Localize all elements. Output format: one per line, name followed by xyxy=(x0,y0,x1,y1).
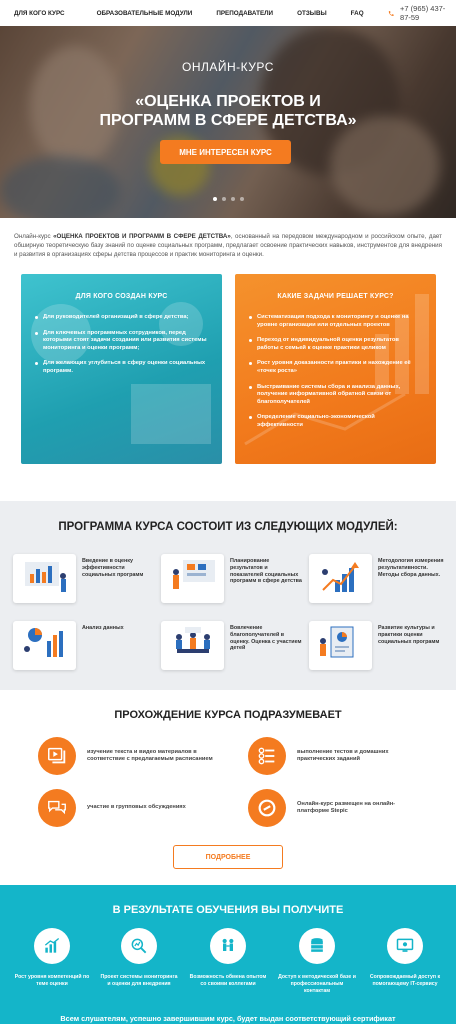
course-intro xyxy=(0,218,456,259)
module-illustration xyxy=(161,621,224,670)
process-label: участие в групповых обсуждениях xyxy=(87,804,186,811)
checklist-glyph xyxy=(256,745,278,767)
checklist-icon xyxy=(248,737,286,775)
audience-item: Для руководителей организаций в сфере детства; xyxy=(37,314,208,322)
discussion-icon xyxy=(38,789,76,827)
presentation-chart-icon xyxy=(13,554,76,603)
growth-bars-glyph xyxy=(42,936,62,956)
task-item: Определение социально-экономической эффективности xyxy=(251,414,422,429)
tasks-title: КАКИЕ ЗАДАЧИ РЕШАЕТ КУРС? xyxy=(277,293,394,300)
module-label: Развитие культуры и практики оценки социальных программ xyxy=(378,625,440,645)
video-materials-glyph xyxy=(46,745,68,767)
module-card[interactable] xyxy=(161,621,301,673)
database-glyph xyxy=(307,936,327,956)
module-illustration xyxy=(13,621,76,670)
hero-title-line: ПРОГРАММ В СФЕРЕ ДЕТСТВА» xyxy=(99,112,357,129)
stepic-glyph xyxy=(256,797,278,819)
magnifier-chart-icon xyxy=(121,928,157,964)
planning-board-icon xyxy=(161,554,224,603)
module-illustration xyxy=(309,554,372,603)
colleagues-icon xyxy=(210,928,246,964)
more-button[interactable]: ПОДРОБНЕЕ xyxy=(173,845,283,869)
nav-link-faq[interactable]: FAQ xyxy=(350,9,364,17)
magnifier-chart-glyph xyxy=(129,936,149,956)
module-card[interactable] xyxy=(309,554,449,606)
report-document-icon xyxy=(309,621,372,670)
audience-item: Для ключевых программных сотрудников, перед которыми стоят задачи создания или развития системы мониторинга и оценки программ; xyxy=(37,330,208,353)
results-title: В РЕЗУЛЬТАТЕ ОБУЧЕНИЯ ВЫ ПОЛУЧИТЕ xyxy=(112,904,344,916)
audience-item: Для желающих углубиться в сферу оценки социальных программ. xyxy=(37,360,208,375)
results-section xyxy=(0,885,456,1024)
audience-tasks-section xyxy=(0,274,456,464)
stepic-logo-icon xyxy=(248,789,286,827)
result-label: Возможность обмена опытом со своими коллегами xyxy=(189,974,267,987)
intro-text: , основанный на передовом международном и российском опыте, дает обширную теоретическую базу знаний по оценке социальных программ, предлагает освоение практических навыков, инструментов для внедрения и развития в организациях сферы детства процессов и практик мониторинга и оценки. xyxy=(14,233,442,258)
process-item xyxy=(248,737,423,775)
result-label: Рост уровня компетенций по теме оценки xyxy=(14,974,90,987)
interested-button[interactable]: МНЕ ИНТЕРЕСЕН КУРС xyxy=(160,140,291,164)
module-illustration xyxy=(13,554,76,603)
phone-link[interactable] xyxy=(388,4,446,22)
nav-link-audience[interactable]: ДЛЯ КОГО КУРС xyxy=(14,9,65,17)
module-illustration xyxy=(309,621,372,670)
module-card[interactable] xyxy=(309,621,449,673)
result-item xyxy=(99,928,179,988)
process-item xyxy=(248,789,423,827)
meeting-table-icon xyxy=(161,621,224,670)
database-icon xyxy=(299,928,335,964)
colleagues-glyph xyxy=(218,936,238,956)
tasks-card xyxy=(235,274,436,464)
growth-chart-icon xyxy=(309,554,372,603)
task-item: Систематизация подхода к мониторингу и оценке на уровне организации или отдельных проектов xyxy=(251,314,422,329)
result-item xyxy=(188,928,268,988)
process-title: ПРОХОЖДЕНИЕ КУРСА ПОДРАЗУМЕВАЕТ xyxy=(114,709,342,721)
process-label: выполнение тестов и домашних практических заданий xyxy=(297,748,389,762)
slider-dot[interactable] xyxy=(240,197,244,201)
task-item: Переход от индивидуальной оценки результатов работы с семьей к оценке практики целиком xyxy=(251,337,422,352)
module-label: Планирование результатов и показателей социальных программ в сфере детства xyxy=(230,558,302,585)
result-label: Проект системы мониторинга и оценки для внедрения xyxy=(100,974,178,987)
top-navigation xyxy=(0,0,456,26)
nav-link-modules[interactable]: ОБРАЗОВАТЕЛЬНЫЕ МОДУЛИ xyxy=(96,9,193,17)
process-label: Онлайн-курс размещен на онлайн-платформе Stepic xyxy=(297,800,396,814)
phone-number: +7 (965) 437-87-59 xyxy=(400,4,446,22)
module-card[interactable] xyxy=(13,554,153,606)
module-label: Методология измерения результативности. Методы сбора данных. xyxy=(378,558,444,578)
result-item xyxy=(12,928,92,988)
nav-link-teachers[interactable]: ПРЕПОДАВАТЕЛИ xyxy=(216,9,274,17)
nav-link-reviews[interactable]: ОТЗЫВЫ xyxy=(297,9,327,17)
slider-dot[interactable] xyxy=(231,197,235,201)
hero-subtitle: ОНЛАЙН-КУРС xyxy=(182,60,274,74)
module-card[interactable] xyxy=(13,621,153,673)
result-label: Доступ к методической базе и профессиональным контактам xyxy=(278,974,356,994)
growth-bars-icon xyxy=(34,928,70,964)
module-card[interactable] xyxy=(161,554,301,606)
process-label: изучение текста и видео материалов в соответствие с предлагаемым расписанием xyxy=(87,748,213,762)
hero-banner xyxy=(0,26,456,218)
result-label: Сопровождаемый доступ к помогающему IT-сервису xyxy=(369,974,441,987)
audience-card xyxy=(21,274,222,464)
audience-list xyxy=(21,314,222,376)
intro-course-name: «ОЦЕНКА ПРОЕКТОВ И ПРОГРАММ В СФЕРЕ ДЕТСТВА» xyxy=(53,233,231,240)
it-service-icon xyxy=(387,928,423,964)
module-illustration xyxy=(161,554,224,603)
slider-dots xyxy=(0,197,456,201)
process-item xyxy=(38,737,228,775)
audience-title: ДЛЯ КОГО СОЗДАН КУРС xyxy=(75,293,168,300)
slider-dot[interactable] xyxy=(213,197,217,201)
result-item xyxy=(277,928,357,995)
discussion-glyph xyxy=(46,797,68,819)
tasks-list xyxy=(235,314,436,430)
result-item xyxy=(365,928,445,988)
module-label: Вовлечение благополучателей в оценку. Оценка с участием детей xyxy=(230,625,302,652)
it-service-glyph xyxy=(395,936,415,956)
modules-title: ПРОГРАММА КУРСА СОСТОИТ ИЗ СЛЕДУЮЩИХ МОДУЛЕЙ: xyxy=(58,521,398,533)
data-analysis-icon xyxy=(13,621,76,670)
certificate-note: Всем слушателям, успешно завершившим курс, будет выдан соответствующий сертификат xyxy=(60,1014,396,1023)
intro-prefix: Онлайн-курс xyxy=(14,233,54,240)
task-item: Выстраивание системы сбора и анализа данных, получение информативной обратной связи от благополучателей xyxy=(251,384,422,407)
task-item: Рост уровня доказанности практики и нахождение её «точек роста» xyxy=(251,360,422,375)
hero-title xyxy=(0,92,456,130)
phone-icon xyxy=(388,9,394,18)
process-item xyxy=(38,789,228,827)
modules-section xyxy=(0,501,456,690)
hero-title-line: «ОЦЕНКА ПРОЕКТОВ И xyxy=(135,93,321,110)
course-process-section xyxy=(0,690,456,885)
video-materials-icon xyxy=(38,737,76,775)
module-label: Анализ данных xyxy=(82,625,124,631)
slider-dot[interactable] xyxy=(222,197,226,201)
module-label: Введение в оценку эффективности социальных программ xyxy=(82,558,144,578)
